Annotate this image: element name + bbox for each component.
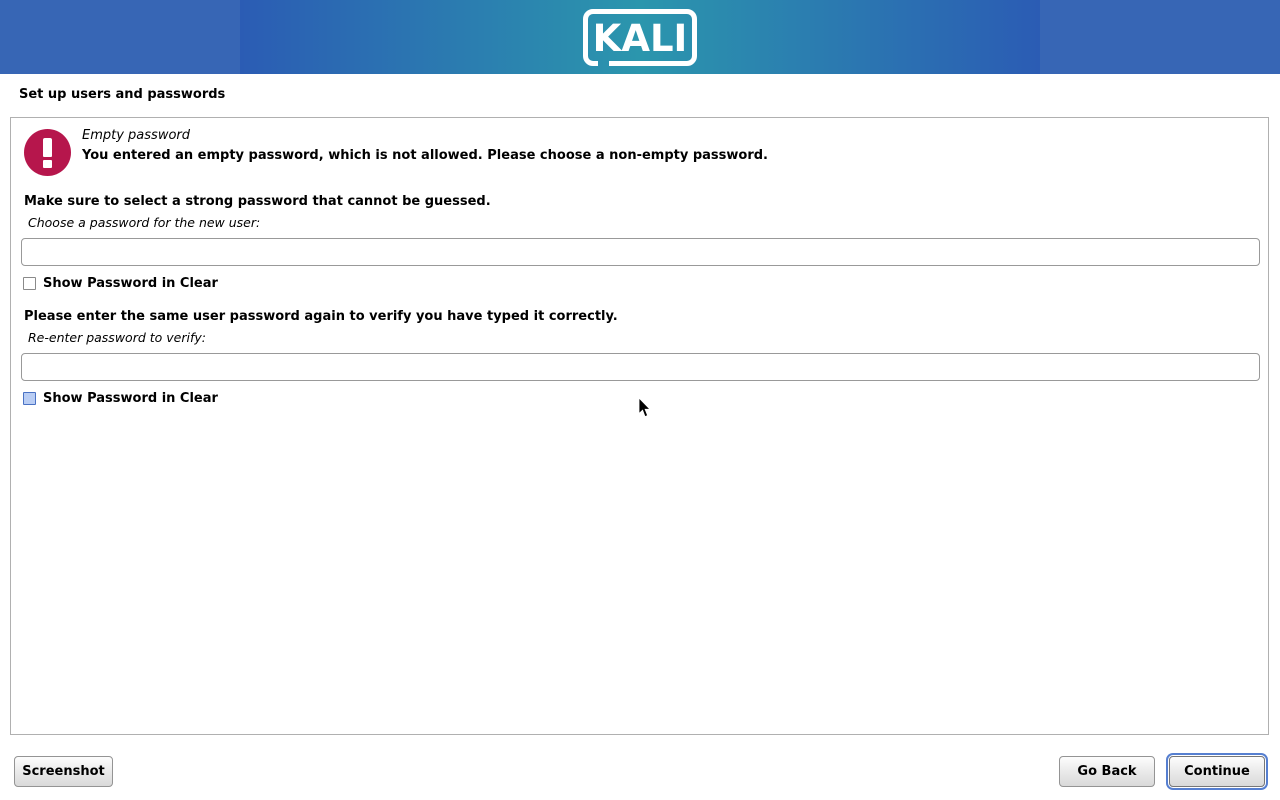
- show-password-checkbox-1[interactable]: [23, 277, 36, 290]
- error-title: Empty password: [82, 128, 190, 143]
- verify-field-label: Re-enter password to verify:: [28, 330, 206, 345]
- screenshot-button[interactable]: Screenshot: [14, 756, 113, 787]
- kali-logo-text: KALI: [592, 17, 688, 60]
- show-password-checkbox-2[interactable]: [23, 392, 36, 405]
- password-input[interactable]: [21, 238, 1260, 266]
- password-field-label: Choose a password for the new user:: [28, 215, 261, 230]
- mouse-cursor: [638, 398, 651, 418]
- banner: [0, 0, 1280, 74]
- error-icon-exclamation-bar: [43, 138, 52, 157]
- error-icon-exclamation-dot: [43, 160, 52, 168]
- verify-instruction: Please enter the same user password again to verify you have typed it correctly.: [24, 309, 618, 324]
- show-password-label-2: Show Password in Clear: [43, 391, 218, 406]
- password-instruction: Make sure to select a strong password that cannot be guessed.: [24, 194, 491, 209]
- content-panel: [10, 117, 1269, 735]
- error-message: You entered an empty password, which is not allowed. Please choose a non-empty password.: [82, 148, 768, 163]
- error-icon: [24, 129, 71, 176]
- go-back-button[interactable]: Go Back: [1059, 756, 1155, 787]
- page-title: Set up users and passwords: [19, 87, 226, 102]
- show-password-label-1: Show Password in Clear: [43, 276, 218, 291]
- verify-password-input[interactable]: [21, 353, 1260, 381]
- continue-button[interactable]: Continue: [1169, 756, 1265, 787]
- kali-logo: [583, 9, 697, 66]
- show-password-row-2[interactable]: [23, 391, 218, 406]
- show-password-row-1[interactable]: [23, 276, 218, 291]
